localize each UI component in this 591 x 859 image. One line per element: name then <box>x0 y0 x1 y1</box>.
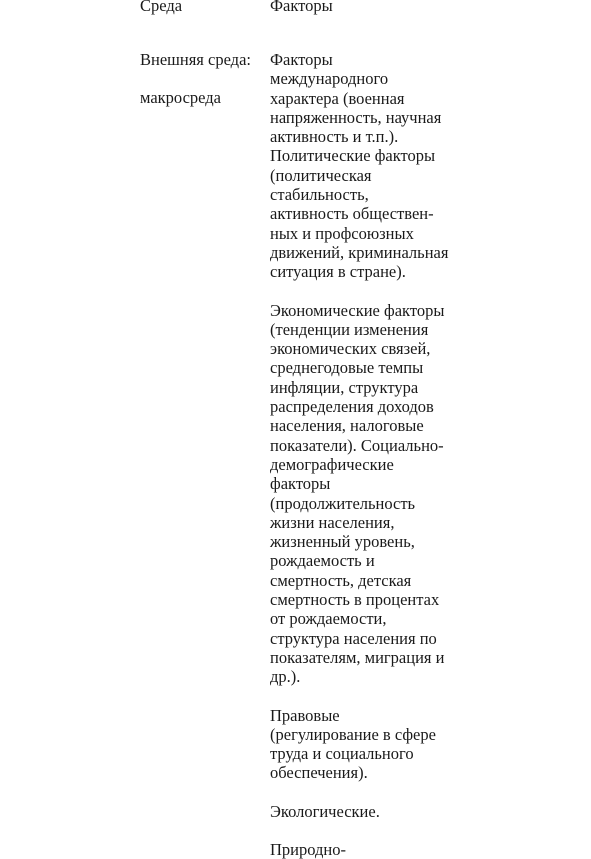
factor-text-line: демографические <box>270 454 394 474</box>
env-macro-label: макросреда <box>140 88 221 108</box>
factor-text-line: смертность в процентах <box>270 590 440 610</box>
factor-paragraph <box>270 840 470 859</box>
factor-text-line: инфляции, структура <box>270 377 419 397</box>
factor-text-line: международного <box>270 69 389 89</box>
factor-text-line: др.). <box>270 667 301 687</box>
factor-paragraph <box>270 706 470 783</box>
factor-text-line: показатели). Социально- <box>270 435 444 455</box>
factor-text-line: жизненный уровень, <box>270 532 415 552</box>
factor-text-line: Правовые <box>270 705 340 725</box>
factor-text-line: (регулирование в сфере <box>270 724 436 744</box>
factor-text-line: Экологические. <box>270 801 380 821</box>
factor-paragraph <box>270 50 470 282</box>
factor-text-line: жизни населения, <box>270 512 395 532</box>
factor-text-line: активность и т.п.). <box>270 127 399 147</box>
factor-text-line: распределения доходов <box>270 397 434 417</box>
factor-text-line: структура населения по <box>270 628 437 648</box>
factor-text-line: рождаемость и <box>270 551 375 571</box>
factor-text-line: ных и профсоюзных <box>270 223 414 243</box>
factor-text-line: Экономические факторы <box>270 300 445 320</box>
factor-text-line: населения, налоговые <box>270 416 424 436</box>
factor-text-line: Факторы <box>270 50 333 69</box>
factor-text-line: характера (военная <box>270 88 405 108</box>
factor-text-line: показателям, миграция и <box>270 647 445 667</box>
factor-text-line: от рождаемости, <box>270 609 387 629</box>
header-env: Среда <box>140 0 183 15</box>
env-external-label: Внешняя среда: <box>140 50 251 69</box>
factor-text-line: (продолжительность <box>270 493 416 513</box>
factor-text-line: ситуация в стране). <box>270 262 406 282</box>
factor-paragraph <box>270 301 470 687</box>
factor-text-line: факторы <box>270 474 331 494</box>
factor-text-line: Политические факторы <box>270 146 436 166</box>
factor-text-line: обеспечения). <box>270 763 368 783</box>
factor-text-line: движений, криминальная <box>270 242 449 262</box>
factor-text-line: труда и социального <box>270 744 414 764</box>
factor-text-line: стабильность, <box>270 185 369 205</box>
factor-text-line: Природно- <box>270 839 346 859</box>
factor-text-line: (политическая <box>270 165 372 185</box>
factor-text-line: (тенденции изменения <box>270 319 429 339</box>
factor-text-line: экономических связей, <box>270 339 431 359</box>
factors-cell <box>270 50 470 859</box>
env-cell <box>140 50 251 108</box>
factor-paragraph <box>270 802 470 821</box>
factor-text-line: напряженность, научная <box>270 107 442 127</box>
factor-text-line: активность обществен- <box>270 204 434 224</box>
header-factors: Факторы <box>270 0 333 15</box>
factor-text-line: смертность, детская <box>270 570 412 590</box>
factor-text-line: среднегодовые темпы <box>270 358 424 378</box>
